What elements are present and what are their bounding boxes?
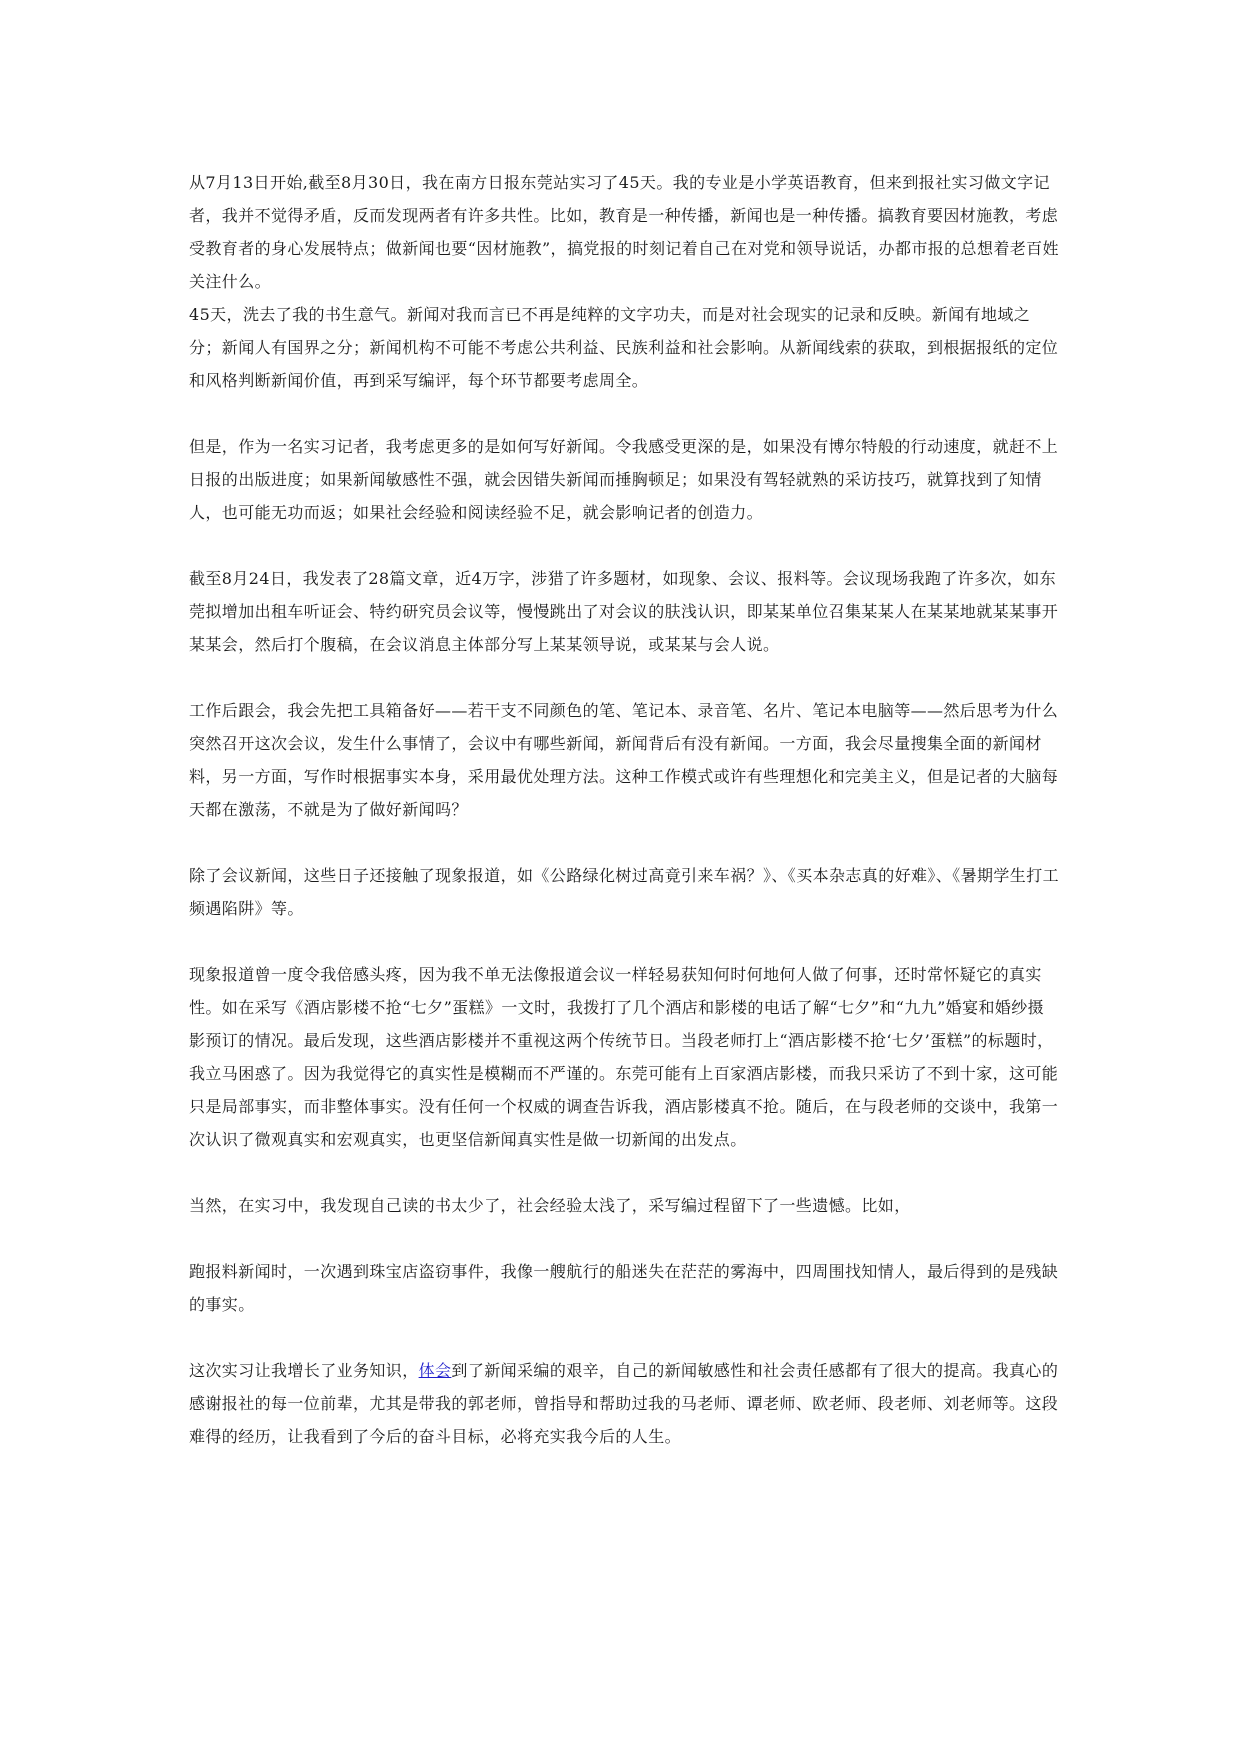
conclusion-text-end: 到了新闻采编的艰辛，自己的新闻敏感性和社会责任感都有了很大的提高。我真心的感谢报社的每一位前辈，尤其是带我的郭老师，曾指导和帮助过我的马老师、谭老师、欧老师、段老师、刘老师等。这段难得的经历，让我看到了今后的奋斗目标，必将充实我今后的人生。 bbox=[189, 1361, 1059, 1446]
conclusion-text-start: 这次实习让我增长了业务知识， bbox=[189, 1361, 419, 1380]
paragraph-news-truth: 现象报道曾一度令我倍感头疼，因为我不单无法像报道会议一样轻易获知何时何地何人做了何事，还时常怀疑它的真实性。如在采写《酒店影楼不抢“七夕”蛋糕》一文时，我拨打了几个酒店和影楼的电话了解“七夕”和“九九”婚宴和婚纱摄影预订的情况。最后发现，这些酒店影楼并不重视这两个传统节日。当段老师打上“酒店影楼不抢‘七夕’蛋糕”的标题时，我立马困惑了。因为我觉得它的真实性是模糊而不严谨的。东莞可能有上百家酒店影楼，而我只采访了不到十家，这可能只是局部事实，而非整体事实。没有任何一个权威的调查告诉我，酒店影楼真不抢。随后，在与段老师的交谈中，我第一次认识了微观真实和宏观真实，也更坚信新闻真实性是做一切新闻的出发点。 bbox=[189, 965, 1059, 1149]
experience-link[interactable]: 体会 bbox=[418, 1361, 452, 1380]
paragraph-spacer bbox=[189, 397, 1059, 430]
paragraph-spacer bbox=[189, 1321, 1059, 1354]
paragraph-spacer bbox=[189, 529, 1059, 562]
paragraph-meeting-work: 工作后跟会，我会先把工具箱备好——若干支不同颜色的笔、笔记本、录音笔、名片、笔记本电脑等——然后思考为什么突然召开这次会议，发生什么事情了，会议中有哪些新闻，新闻背后有没有新闻。一方面，我会尽量搜集全面的新闻材料，另一方面，写作时根据事实本身，采用最优处理方法。这种工作模式或许有些理想化和完美主义，但是记者的大脑每天都在激荡，不就是为了做好新闻吗？ bbox=[189, 701, 1059, 819]
paragraph-articles-published: 截至8月24日，我发表了28篇文章，近4万字，涉猎了许多题材，如现象、会议、报料等。会议现场我跑了许多次，如东莞拟增加出租车听证会、特约研究员会议等，慢慢跳出了对会议的肤浅认识，即某某单位召集某某人在某某地就某某事开某某会，然后打个腹稿，在会议消息主体部分写上某某领导说，或某某与会人说。 bbox=[189, 569, 1059, 654]
paragraph-spacer bbox=[189, 1222, 1059, 1255]
paragraph-writing-news: 但是，作为一名实习记者，我考虑更多的是如何写好新闻。令我感受更深的是，如果没有博尔特般的行动速度，就赶不上日报的出版进度；如果新闻敏感性不强，就会因错失新闻而捶胸顿足；如果没有驾轻就熟的采访技巧，就算找到了知情人，也可能无功而返；如果社会经验和阅读经验不足，就会影响记者的创造力。 bbox=[189, 437, 1059, 522]
paragraph-spacer bbox=[189, 1156, 1059, 1189]
paragraph-regrets: 当然，在实习中，我发现自己读的书太少了，社会经验太浅了，采写编过程留下了一些遗憾。比如， bbox=[189, 1196, 911, 1215]
paragraph-spacer bbox=[189, 661, 1059, 694]
paragraph-phenomenon-reports: 除了会议新闻，这些日子还接触了现象报道，如《公路绿化树过高竟引来车祸？》、《买本杂志真的好难》、《暑期学生打工频遇陷阱》等。 bbox=[189, 866, 1060, 918]
paragraph-spacer bbox=[189, 925, 1059, 958]
paragraph-spacer bbox=[189, 826, 1059, 859]
paragraph-conclusion bbox=[189, 1354, 1059, 1453]
paragraph-internship-intro: 从7月13日开始,截至8月30日，我在南方日报东莞站实习了45天。我的专业是小学英语教育，但来到报社实习做文字记者，我并不觉得矛盾，反而发现两者有许多共性。比如，教育是一种传播，新闻也是一种传播。搞教育要因材施教，考虑受教育者的身心发展特点；做新闻也要“因材施教”，搞党报的时刻记着自己在对党和领导说话，办都市报的总想着老百姓关注什么。 bbox=[189, 173, 1059, 291]
document-body bbox=[189, 166, 1059, 1453]
paragraph-45-days: 45天，洗去了我的书生意气。新闻对我而言已不再是纯粹的文字功夫，而是对社会现实的记录和反映。新闻有地域之分；新闻人有国界之分；新闻机构不可能不考虑公共利益、民族利益和社会影响。从新闻线索的获取，到根据报纸的定位和风格判断新闻价值，再到采写编评，每个环节都要考虑周全。 bbox=[189, 305, 1059, 390]
paragraph-theft-event: 跑报料新闻时，一次遇到珠宝店盗窃事件，我像一艘航行的船迷失在茫茫的雾海中，四周围找知情人，最后得到的是残缺的事实。 bbox=[189, 1262, 1059, 1314]
